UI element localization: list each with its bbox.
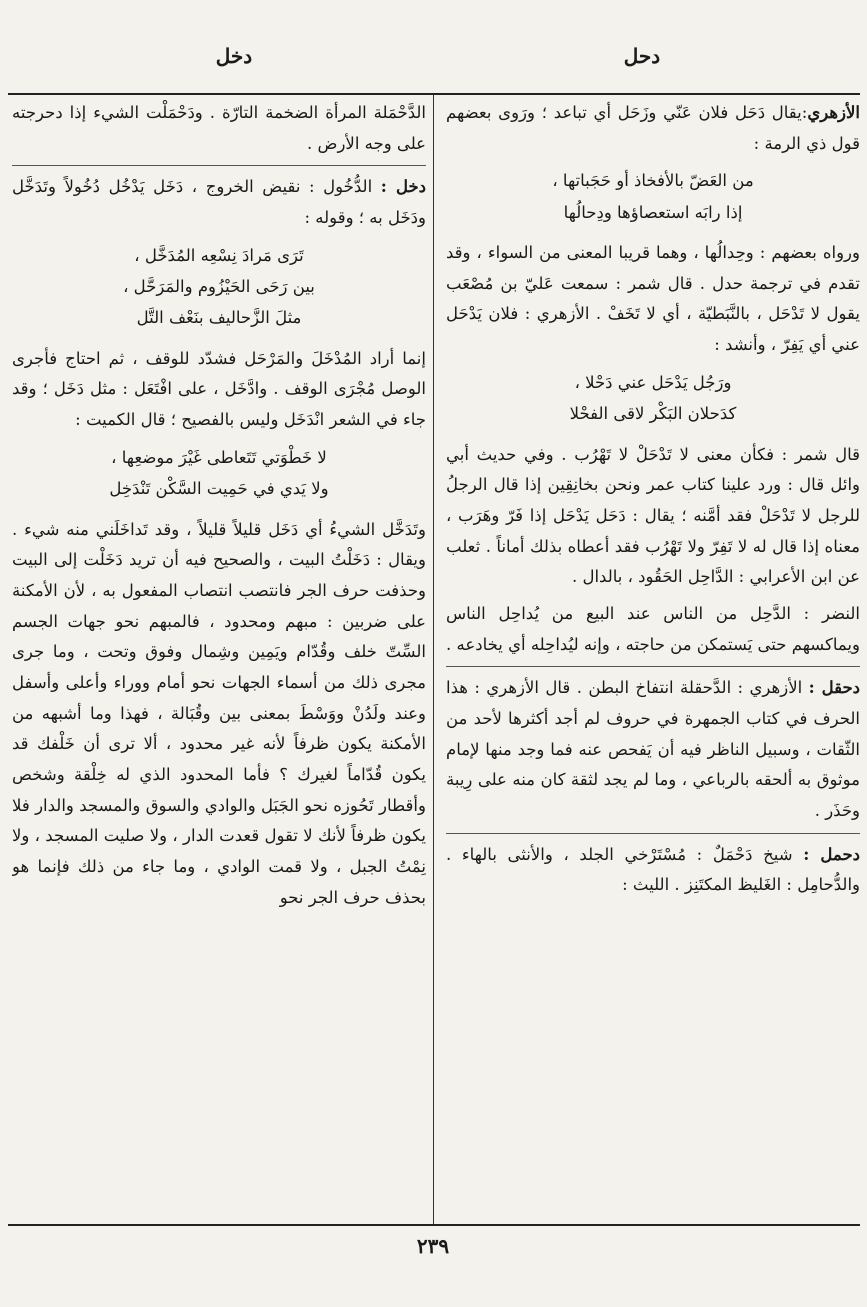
- paragraph-text: الدُّخُول : نقيض الخروج ، دَخَل يَدْخُل دُخُولاً وتَدَخَّل ودَخَل به ؛ وقوله :: [12, 177, 426, 228]
- entry-dakhal: [12, 165, 426, 233]
- header-right-keyword: دحل: [623, 44, 661, 68]
- paragraph-text: الأزهري : الدَّحقلة انتفاخ البطن . قال الأزهري : هذا الحرف في كتاب الجمهرة في حروف لم أجد أكثرها لأحد من الثّقات ، وسبيل الناظر فيه أن يَفحص عنه فما وجد منها لإمام موثوق به ألحقه بالرباعي ، وما لم يجد لثقة كان منه على رِيبة وحَذَر .: [446, 678, 860, 821]
- entry-keyword: دحقل :: [808, 678, 860, 698]
- verse-line: بين رَحَى الحَيْزُوم والمَرَحَّل ،: [123, 277, 315, 297]
- entry-keyword: دخل :: [380, 177, 426, 197]
- verse-line: ولا يَدي في حَمِيت السَّكْن تَنْدَخِل: [109, 479, 329, 499]
- right-column: [446, 98, 860, 1220]
- bottom-rule: [8, 1224, 860, 1226]
- source-keyword: الأزهري: [807, 103, 860, 122]
- paragraph-text: :يقال دَحَل فلان عَنّي وزَحَل أي تباعد ؛ ورَوى بعضهم قول ذي الرمة :: [446, 103, 860, 153]
- verse-line: مثلَ الزَّحاليف بنَعْف التَّل: [136, 308, 302, 328]
- entry-paragraph: الدَّحْمَلة المرأة الضخمة التارّة . ودَحْمَلْت الشيء إذا دحرجته على وجه الأرض .: [12, 103, 426, 153]
- entry-paragraph: [446, 98, 860, 159]
- verse-line: لا خَطْوَتي تَتَعاطى غَيْرَ موضعِها ،: [111, 447, 327, 467]
- verse-block: [12, 240, 426, 334]
- entry-paragraph: ورواه بعضهم : وحِدالُها ، وهما قريبا المعنى من السواء ، وقد تقدم في ترجمة حدل . قال شمر : سمعت عَليّ بن مُصْعَب يقول لا تَدْحَل ، بالنَّبَطيّة ، أي لا تَخَفْ . الأزهري : فلان يَدْحَل عني أي يَفِرّ ، وأنشد :: [446, 243, 860, 355]
- page-number: ٢٣٩: [416, 1234, 450, 1258]
- column-divider: [433, 95, 434, 1225]
- paragraph-text: شيخ دَحْمَلٌ : مُسْتَرْخي الجلد ، والأنثى بالهاء . والدُّحامِل : الغَليظ المكتَنِز . الليث :: [446, 844, 860, 895]
- verse-line: كدَحلان البَكْر لاقى الفحْلا: [569, 404, 737, 424]
- verse-line: تَرَى مَرادَ نِسْعِه المُدَخَّل ،: [134, 245, 304, 265]
- entry-paragraph: إنما أراد المُدْخَلَ والمَرْحَل فشدّد للوقف ، ثم احتاج فأجرى الوصل مُجْرَى الوقف . وادَّخَل ، على افْتَعَل : مثل دَخَل ؛ وقد جاء في الشعر انْدَخَل وليس بالفصيح ؛ قال الكميت :: [12, 348, 426, 430]
- entry-dahqal: [446, 666, 860, 826]
- verse-line: من العَضّ بالأفخاذ أو حَجَباتها ،: [552, 171, 754, 191]
- entry-paragraph: قال شمر : فكأن معنى لا تَدْحَلْ لا تَهْرُب . وفي حديث أبي وائل قال : ورد علينا كتاب عمر ونحن بخانِقِين إذا قال الرجلُ للرجل لا تَدْحَلْ فقد أمَّنه ؛ يقال : دَحَل يَدْحَل إذا فَرّ وهَرَب ، معناه إذا قال له لا تَفِرّ ولا تَهْرُب فقد أعطاه بذلك أماناً . ثعلب عن ابن الأعرابي : الدَّاحِل الحَقُود ، بالدال .: [446, 444, 860, 587]
- left-column: [12, 98, 426, 1220]
- header-left-keyword: دخل: [215, 44, 253, 68]
- entry-keyword: دحمل :: [803, 844, 860, 864]
- verse-line: إذا رابَه استعصاؤها ودِحالُها: [563, 202, 743, 222]
- entry-paragraph: وتَدَخَّل الشيءُ أي دَخَل قليلاً قليلاً ، وقد تَداخَلَني منه شيء . ويقال : دَخَلْتُ البيت ، والصحيح فيه أن تريد دَخَلْت إلى البيت وحذفت حرف الجر فانتصب انتصاب المفعول به ، لأن الأمكنة على ضربين : مبهم ومحدود ، فالمبهم نحو جهات الجسم السِّتّ خلف وقُدّام ويَمِين وشِمال وفوق وتحت ، وما جرى مجرى ذلك من أسماء الجهات نحو أمام ووراء وأعلى وأسفل وعند ولَدُنْ ووَسْطَ بمعنى بين وقُبَالة ، فهذا وما أشبهه من الأمكنة يكون ظرفاً لأنه غير محدود ، ألا ترى أن خَلْفك قد يكون قُدّاماً لغيرك ؟ فأما المحدود الذي له خِلْقة وشخص وأقطار تَحُوزه نحو الجَبَل والوادي والسوق والمسجد والدار فلا يكون ظرفاً لأنك لا تقول قعدت الدار ، ولا صليت المسجد ، ولا نِمْتُ الجبل ، ولا قمت الوادي ، وما جاء من ذلك فإنما هو بحذف حرف الجر نحو: [12, 519, 426, 907]
- verse-line: ورَجُل يَدْحَل عني دَحْلا ،: [574, 372, 732, 392]
- verse-block: [446, 367, 860, 430]
- entry-dahmal: [446, 833, 860, 901]
- top-rule: [8, 93, 860, 95]
- entry-paragraph: النضر : الدَّحِل من الناس عند البيع من يُداحِل الناس ويماكسهم حتى يَستمكن من حاجته ، وإنه ليُداحِله أي يخادعه .: [446, 603, 860, 654]
- verse-block: [12, 442, 426, 505]
- verse-block: [446, 165, 860, 228]
